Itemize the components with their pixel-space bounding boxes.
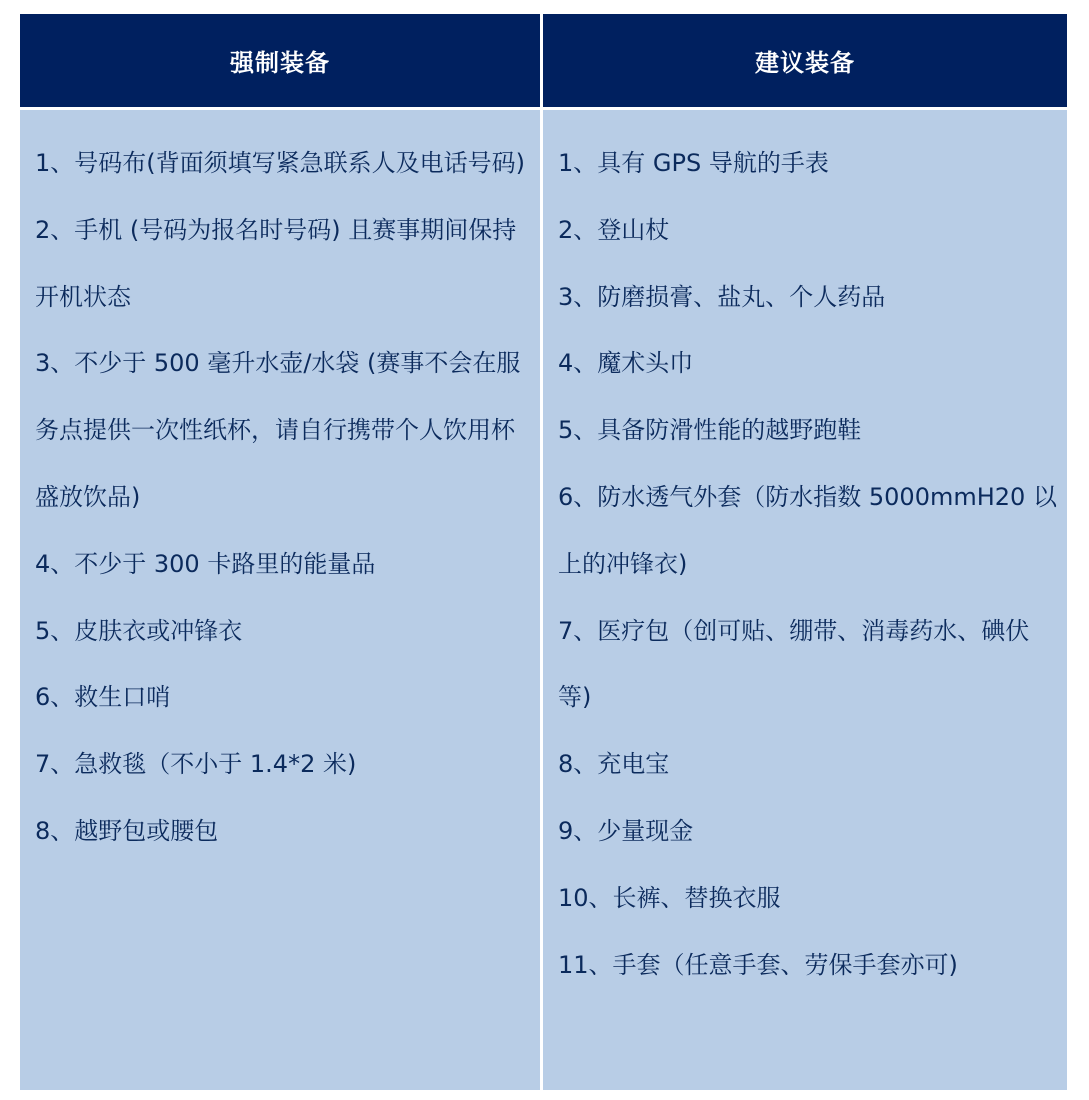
suggested-item: 10、长裤、替换衣服 bbox=[558, 883, 781, 912]
suggested-item: 5、具备防滑性能的越野跑鞋 bbox=[558, 416, 862, 445]
suggested-item: 7、医疗包（创可贴、绷带、消毒药水、碘伏等) bbox=[558, 616, 1030, 712]
equipment-table bbox=[20, 14, 1067, 1090]
suggested-item: 4、魔术头巾 bbox=[558, 349, 694, 378]
suggested-item: 11、手套（任意手套、劳保手套亦可) bbox=[558, 950, 958, 979]
suggested-item: 6、防水透气外套（防水指数 5000mmH20 以上的冲锋衣) bbox=[558, 482, 1057, 578]
mandatory-item: 5、皮肤衣或冲锋衣 bbox=[35, 616, 243, 645]
mandatory-equipment-list bbox=[20, 110, 540, 1090]
mandatory-item: 1、号码布(背面须填写紧急联系人及电话号码) bbox=[35, 149, 525, 177]
suggested-item: 2、登山杖 bbox=[558, 215, 670, 244]
header-mandatory-equipment: 强制装备 bbox=[20, 14, 540, 107]
suggested-item: 8、充电宝 bbox=[558, 750, 670, 779]
mandatory-item: 2、手机 (号码为报名时号码) 且赛事期间保持开机状态 bbox=[35, 215, 517, 311]
mandatory-item: 7、急救毯（不小于 1.4*2 米) bbox=[35, 750, 357, 779]
suggested-item: 1、具有 GPS 导航的手表 bbox=[558, 149, 829, 177]
suggested-item: 9、少量现金 bbox=[558, 816, 694, 845]
header-suggested-equipment: 建议装备 bbox=[543, 14, 1067, 107]
mandatory-item: 3、不少于 500 毫升水壶/水袋 (赛事不会在服务点提供一次性纸杯，请自行携带个人饮用杯盛放饮品) bbox=[35, 349, 521, 511]
mandatory-item: 6、救生口哨 bbox=[35, 683, 171, 712]
suggested-item: 3、防磨损膏、盐丸、个人药品 bbox=[558, 282, 886, 311]
suggested-equipment-list bbox=[543, 110, 1067, 1090]
mandatory-item: 8、越野包或腰包 bbox=[35, 816, 219, 845]
mandatory-item: 4、不少于 300 卡路里的能量品 bbox=[35, 549, 376, 578]
